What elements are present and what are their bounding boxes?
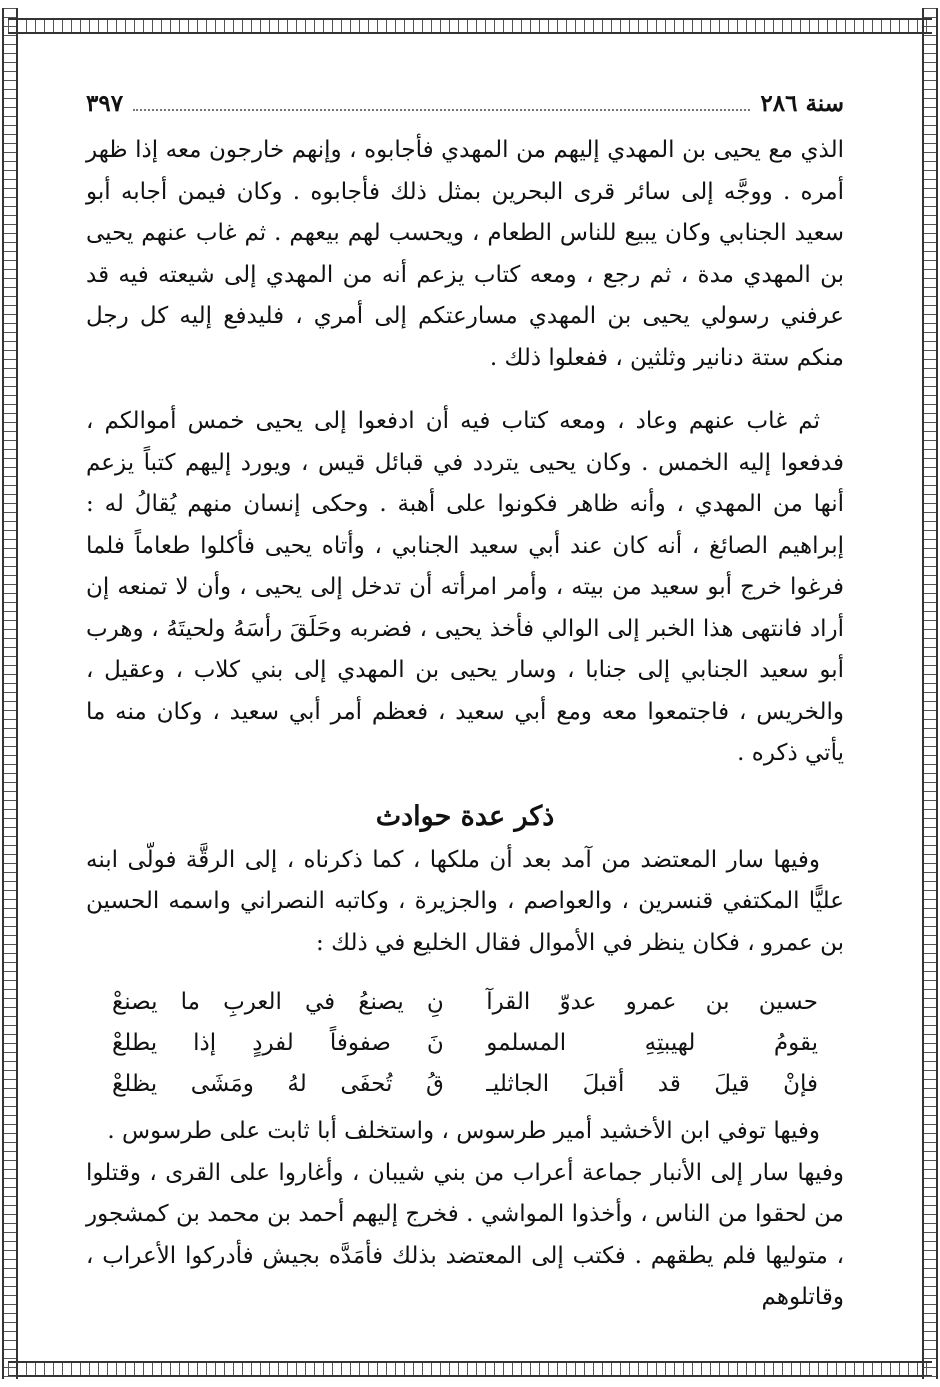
decorative-border-right	[922, 8, 938, 1379]
verse-first-hemistich: يقومُ لهيبتِهِ المسلمو	[486, 1030, 818, 1056]
paragraph-1: الذي مع يحيى بن المهدي إليهم من المهدي فأجابوه ، وإنهم خارجون معه إذا ظهر أمره . ووجَّه إلى سائر قرى البحرين بمثل ذلك فأجابوه . وكان فيمن أجابه أبو سعيد الجنابي وكان يبيع للناس الطعام ، ويحسب لهم بيعهم . ثم غاب عنهم يحيى بن المهدي مدة ، ثم رجع ، ومعه كتاب يزعم أنه من المهدي إلى شيعته فيه قد عرفني رسولي يحيى بن المهدي مسارعتكم إلى أمري ، فليدفع إليه كل رجل منكم ستة دنانير وثلثين ، ففعلوا ذلك .	[86, 137, 844, 371]
poem-verse	[112, 1023, 818, 1064]
decorative-border-bottom	[8, 1361, 932, 1377]
decorative-border-left	[2, 8, 18, 1379]
section-title: ذكر عدة حوادث	[375, 800, 555, 832]
verse-second-hemistich: نَ صفوفاً لفردٍ إذا يطلعْ	[112, 1030, 444, 1056]
page-number: ٣٩٧	[86, 90, 124, 117]
verse-second-hemistich: نِ يصنعُ في العربِ ما يصنعْ	[112, 989, 444, 1015]
verse-first-hemistich: فإنْ قيلَ قد أقبلَ الجاثليـ	[486, 1071, 818, 1097]
paragraph-5: وفيها سار إلى الأنبار جماعة أعراب من بني شيبان ، وأغاروا على القرى ، وقتلوا من لحقوا من الناس ، وأخذوا المواشي . فخرج إليهم أحمد بن محمد بن كمشجور ، متوليها فلم يطقهم . فكتب إلى المعتضد بذلك فأمَدَّه بجيش فأدركوا الأعراب ، وقاتلوهم	[86, 1159, 844, 1310]
page-body	[86, 90, 844, 1327]
paragraph-3: وفيها سار المعتضد من آمد بعد أن ملكها ، كما ذكرناه ، إلى الرقَّة فولّى ابنه عليًّا المكتفي قنسرين ، والعواصم ، والجزيرة ، وكاتبه النصراني واسمه الحسين بن عمرو ، فكان ينظر في الأموال فقال الخليع في ذلك :	[86, 846, 844, 956]
leader-dots	[133, 95, 750, 111]
running-head	[86, 90, 844, 124]
poem-verse	[112, 982, 818, 1023]
decorative-border-top	[8, 18, 932, 34]
verse-first-hemistich: حسين بن عمرو عدوّ القرآ	[486, 989, 818, 1015]
section-year: سنة ٢٨٦	[760, 90, 844, 117]
poem	[112, 982, 818, 1105]
verse-second-hemistich: قُ تُحفَى لهُ ومَشَى يظلعْ	[112, 1071, 444, 1097]
poem-verse	[112, 1064, 818, 1105]
paragraph-2: ثم غاب عنهم وعاد ، ومعه كتاب فيه أن ادفعوا إلى يحيى خمس أموالكم ، فدفعوا إليه الخمس . وكان يحيى يتردد في قبائل قيس ، ويورد إليهم كتباً يزعم أنها من المهدي ، وأنه ظاهر فكونوا على أهبة . وحكى إنسان منهم يُقالُ له : إبراهيم الصائغ ، أنه كان عند أبي سعيد الجنابي ، وأتاه يحيى فأكلوا طعاماً فلما فرغوا خرج أبو سعيد من بيته ، وأمر امرأته أن تدخل إلى يحيى ، وأن لا تمنعه إن أراد فانتهى هذا الخبر إلى الوالي فأخذ يحيى ، فضربه وحَلَقَ رأسَهُ ولحيتَهُ ، وهرب أبو سعيد الجنابي إلى جنابا ، وسار يحيى بن المهدي إلى بني كلاب ، وعقيل ، والخريس ، فاجتمعوا معه ومع أبي سعيد ، فعظم أمر أبي سعيد ، وكان منه ما يأتي ذكره .	[86, 408, 844, 766]
paragraph-4: وفيها توفي ابن الأخشيد أمير طرسوس ، واستخلف أبا ثابت على طرسوس .	[107, 1118, 820, 1144]
